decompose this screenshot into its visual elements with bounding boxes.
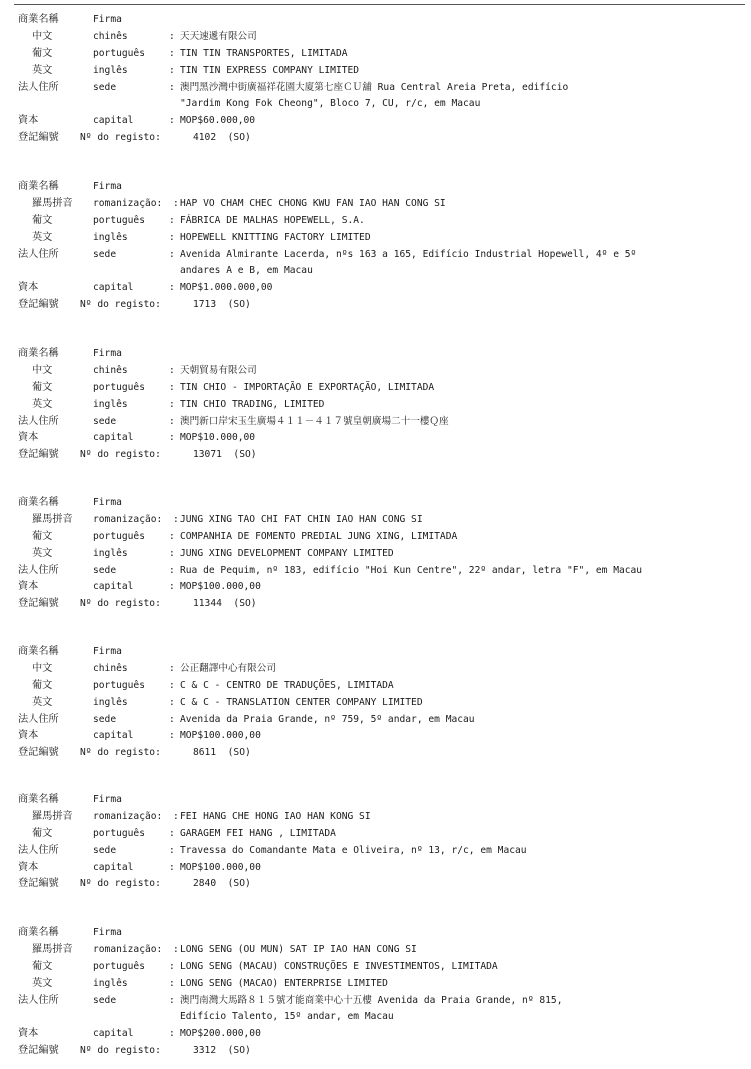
- field-separator: :: [169, 115, 175, 127]
- entry-field-row: [18, 280, 743, 297]
- field-label-pt: Firma: [93, 348, 122, 359]
- entry-field-row: [18, 46, 743, 63]
- field-label-zh: 英文: [32, 547, 53, 559]
- field-separator: :: [169, 960, 175, 972]
- field-label-pt: capital: [93, 282, 134, 294]
- entry-field-row: [18, 1026, 743, 1043]
- entry-field-row: [18, 792, 743, 809]
- field-label-zh: 法人住所: [18, 81, 59, 93]
- entry-field-row: [18, 80, 743, 97]
- field-label-zh: 資本: [18, 1028, 39, 1040]
- field-label-zh: 商業名稱: [18, 497, 59, 508]
- field-value: MOP$1.000.000,00: [180, 282, 273, 294]
- field-label-zh: 羅馬拼音: [32, 197, 73, 209]
- entry-field-row: [18, 113, 743, 130]
- entry-field-row: [18, 447, 743, 464]
- registration-number: 1713 (SO): [193, 299, 251, 311]
- field-label-pt: sede: [93, 713, 117, 725]
- field-value: 公正翻譯中心有限公司: [180, 662, 276, 674]
- field-label-pt: português: [93, 530, 145, 542]
- field-label-pt: romanização:: [93, 513, 163, 525]
- field-label-pt: Nº do registo:: [80, 878, 161, 890]
- field-label-zh: 英文: [32, 231, 53, 243]
- field-label-pt: português: [93, 381, 145, 393]
- field-label-zh: 資本: [18, 432, 39, 444]
- entry-field-row: [18, 414, 743, 431]
- field-label-zh: 登記編號: [18, 132, 59, 144]
- field-separator: :: [169, 231, 175, 243]
- company-entry: [18, 644, 743, 762]
- field-label-zh: 商業名稱: [18, 794, 59, 805]
- field-value: COMPANHIA DE FOMENTO PREDIAL JUNG XING, LIMITADA: [180, 530, 458, 542]
- entry-field-row: [18, 678, 743, 695]
- field-label-pt: Firma: [93, 14, 122, 25]
- entry-field-row: [18, 397, 743, 414]
- field-value: GARAGEM FEI HANG , LIMITADA: [180, 827, 336, 839]
- entry-field-row: [18, 96, 743, 113]
- field-label-zh: 法人住所: [18, 713, 59, 725]
- field-label-pt: português: [93, 47, 145, 59]
- field-separator: :: [169, 364, 175, 376]
- field-label-zh: 葡文: [32, 827, 53, 839]
- field-value: MOP$100.000,00: [180, 730, 261, 742]
- field-separator: :: [169, 248, 175, 260]
- field-label-zh: 商業名稱: [18, 646, 59, 657]
- field-value: Avenida Almirante Lacerda, nºs 163 a 165, Edifício Industrial Hopewell, 4º e 5º: [180, 248, 637, 260]
- entry-field-row: [18, 942, 743, 959]
- field-value: Travessa do Comandante Mata e Oliveira, nº 13, r/c, em Macau: [180, 844, 527, 856]
- field-value: FÁBRICA DE MALHAS HOPEWELL, S.A.: [180, 214, 365, 226]
- field-label-pt: Nº do registo:: [80, 747, 161, 759]
- field-label-pt: Nº do registo:: [80, 1045, 161, 1057]
- entry-field-row: [18, 1043, 743, 1060]
- field-label-pt: inglês: [93, 977, 128, 989]
- field-label-pt: português: [93, 214, 145, 226]
- field-label-zh: 葡文: [32, 960, 53, 972]
- field-label-pt: Firma: [93, 181, 122, 192]
- entry-field-row: [18, 29, 743, 46]
- field-value: 澳門南灣大馬路８１５號才能商業中心十五樓 Avenida da Praia Grande, nº 815,: [180, 994, 563, 1006]
- field-label-pt: chinês: [93, 364, 128, 376]
- entry-field-row: [18, 644, 743, 661]
- field-separator: :: [169, 581, 175, 593]
- field-label-pt: romanização:: [93, 197, 163, 209]
- field-value-continued: andares A e B, em Macau: [180, 265, 313, 277]
- field-value: MOP$100.000,00: [180, 861, 261, 873]
- top-rule: [14, 4, 745, 5]
- entry-field-row: [18, 876, 743, 893]
- field-label-zh: 中文: [32, 364, 53, 376]
- field-label-pt: português: [93, 960, 145, 972]
- field-label-pt: Nº do registo:: [80, 598, 161, 610]
- field-label-pt: Firma: [93, 927, 122, 938]
- entry-field-row: [18, 380, 743, 397]
- field-label-zh: 商業名稱: [18, 348, 59, 359]
- field-value: LONG SENG (MACAO) ENTERPRISE LIMITED: [180, 977, 388, 989]
- field-label-pt: romanização:: [93, 943, 163, 955]
- registration-number: 3312 (SO): [193, 1045, 251, 1057]
- entry-field-row: [18, 959, 743, 976]
- field-separator: :: [169, 696, 175, 708]
- field-label-pt: romanização:: [93, 810, 163, 822]
- field-separator: :: [173, 943, 179, 955]
- field-label-pt: chinês: [93, 30, 128, 42]
- field-separator: :: [169, 730, 175, 742]
- field-label-pt: Firma: [93, 794, 122, 805]
- field-value: HAP VO CHAM CHEC CHONG KWU FAN IAO HAN CONG SI: [180, 197, 446, 209]
- entry-field-row: [18, 495, 743, 512]
- field-value: TIN CHIO TRADING, LIMITED: [180, 398, 325, 410]
- field-separator: :: [169, 547, 175, 559]
- field-separator: :: [169, 827, 175, 839]
- field-value: C & C - CENTRO DE TRADUÇÕES, LIMITADA: [180, 679, 394, 691]
- entry-field-row: [18, 430, 743, 447]
- entry-field-row: [18, 712, 743, 729]
- field-separator: :: [173, 197, 179, 209]
- field-separator: :: [173, 810, 179, 822]
- field-label-pt: capital: [93, 432, 134, 444]
- field-label-zh: 資本: [18, 730, 39, 742]
- entry-field-row: [18, 529, 743, 546]
- field-separator: :: [169, 662, 175, 674]
- field-label-zh: 登記編號: [18, 747, 59, 759]
- field-label-zh: 羅馬拼音: [32, 943, 73, 955]
- entry-field-row: [18, 563, 743, 580]
- field-label-zh: 法人住所: [18, 844, 59, 856]
- field-label-zh: 羅馬拼音: [32, 513, 73, 525]
- entry-field-row: [18, 695, 743, 712]
- field-label-pt: inglês: [93, 398, 128, 410]
- field-value: FEI HANG CHE HONG IAO HAN KONG SI: [180, 810, 371, 822]
- field-label-pt: capital: [93, 115, 134, 127]
- field-label-pt: chinês: [93, 662, 128, 674]
- field-label-zh: 葡文: [32, 381, 53, 393]
- registration-number: 13071 (SO): [193, 449, 257, 461]
- company-entry: [18, 792, 743, 893]
- field-label-zh: 葡文: [32, 679, 53, 691]
- entry-field-row: [18, 596, 743, 613]
- field-label-pt: português: [93, 827, 145, 839]
- field-label-pt: Nº do registo:: [80, 449, 161, 461]
- field-separator: :: [169, 1028, 175, 1040]
- entry-field-row: [18, 130, 743, 147]
- field-separator: :: [169, 679, 175, 691]
- field-label-pt: sede: [93, 564, 117, 576]
- field-label-zh: 英文: [32, 64, 53, 76]
- entry-field-row: [18, 346, 743, 363]
- field-label-pt: sede: [93, 248, 117, 260]
- field-value: 澳門新口岸宋玉生廣場４１１－４１７號皇朝廣場二十一樓Ｑ座: [180, 415, 449, 427]
- field-value: MOP$10.000,00: [180, 432, 256, 444]
- company-entry: [18, 925, 743, 1060]
- field-value: LONG SENG (MACAU) CONSTRUÇÕES E INVESTIMENTOS, LIMITADA: [180, 960, 498, 972]
- entry-field-row: [18, 728, 743, 745]
- field-label-zh: 登記編號: [18, 598, 59, 610]
- field-separator: :: [169, 977, 175, 989]
- entry-field-row: [18, 993, 743, 1010]
- field-value: MOP$100.000,00: [180, 581, 261, 593]
- field-value: Rua de Pequim, nº 183, edifício "Hoi Kun Centre", 22º andar, letra "F", em Macau: [180, 564, 643, 576]
- field-label-pt: inglês: [93, 64, 128, 76]
- entry-field-row: [18, 579, 743, 596]
- field-label-zh: 登記編號: [18, 1045, 59, 1057]
- registration-number: 2840 (SO): [193, 878, 251, 890]
- field-label-pt: sede: [93, 81, 117, 93]
- entry-field-row: [18, 179, 743, 196]
- entry-field-row: [18, 809, 743, 826]
- entry-field-row: [18, 661, 743, 678]
- entry-field-row: [18, 196, 743, 213]
- field-value: TIN TIN EXPRESS COMPANY LIMITED: [180, 64, 360, 76]
- field-value-continued: "Jardim Kong Fok Cheong", Bloco 7, CU, r/c, em Macau: [180, 98, 481, 110]
- field-label-pt: sede: [93, 415, 117, 427]
- field-label-pt: Nº do registo:: [80, 132, 161, 144]
- field-label-zh: 葡文: [32, 47, 53, 59]
- field-separator: :: [169, 432, 175, 444]
- field-value: C & C - TRANSLATION CENTER COMPANY LIMITED: [180, 696, 423, 708]
- field-separator: :: [169, 30, 175, 42]
- field-label-zh: 商業名稱: [18, 181, 59, 192]
- field-separator: :: [169, 415, 175, 427]
- entry-field-row: [18, 63, 743, 80]
- field-value: 天天速遞有限公司: [180, 30, 257, 42]
- company-entry: [18, 12, 743, 147]
- field-separator: :: [169, 214, 175, 226]
- field-label-pt: Nº do registo:: [80, 299, 161, 311]
- field-separator: :: [169, 994, 175, 1006]
- field-label-pt: capital: [93, 581, 134, 593]
- entry-field-row: [18, 213, 743, 230]
- field-separator: :: [169, 398, 175, 410]
- registration-number: 4102 (SO): [193, 132, 251, 144]
- field-value: Avenida da Praia Grande, nº 759, 5º andar, em Macau: [180, 713, 475, 725]
- registration-number: 11344 (SO): [193, 598, 257, 610]
- entry-field-row: [18, 826, 743, 843]
- field-label-zh: 葡文: [32, 530, 53, 542]
- field-value: HOPEWELL KNITTING FACTORY LIMITED: [180, 231, 371, 243]
- field-label-zh: 資本: [18, 115, 39, 127]
- field-label-zh: 登記編號: [18, 299, 59, 311]
- field-label-pt: português: [93, 679, 145, 691]
- field-label-zh: 英文: [32, 696, 53, 708]
- field-value: TIN CHIO - IMPORTAÇÃO E EXPORTAÇÃO, LIMITADA: [180, 381, 435, 393]
- field-value: LONG SENG (OU MUN) SAT IP IAO HAN CONG SI: [180, 943, 417, 955]
- field-label-pt: inglês: [93, 231, 128, 243]
- field-value: 澳門黑沙灣中街廣福祥花園大廈第七座ＣＵ舖 Rua Central Areia Preta, edifício: [180, 81, 569, 93]
- field-separator: :: [169, 64, 175, 76]
- entry-field-row: [18, 12, 743, 29]
- field-separator: :: [169, 861, 175, 873]
- field-separator: :: [169, 81, 175, 93]
- entry-field-row: [18, 1009, 743, 1026]
- company-entry: [18, 179, 743, 314]
- field-separator: :: [169, 564, 175, 576]
- field-label-zh: 英文: [32, 398, 53, 410]
- entry-field-row: [18, 512, 743, 529]
- field-separator: :: [169, 530, 175, 542]
- field-label-pt: capital: [93, 730, 134, 742]
- field-label-zh: 中文: [32, 662, 53, 674]
- field-value: JUNG XING DEVELOPMENT COMPANY LIMITED: [180, 547, 394, 559]
- field-value: 天朝貿易有限公司: [180, 364, 257, 376]
- field-label-zh: 商業名稱: [18, 14, 59, 25]
- field-label-pt: inglês: [93, 547, 128, 559]
- field-label-pt: capital: [93, 861, 134, 873]
- field-label-zh: 資本: [18, 282, 39, 294]
- field-value: JUNG XING TAO CHI FAT CHIN IAO HAN CONG SI: [180, 513, 423, 525]
- field-separator: :: [169, 47, 175, 59]
- field-value: TIN TIN TRANSPORTES, LIMITADA: [180, 47, 348, 59]
- field-label-zh: 中文: [32, 30, 53, 42]
- entry-field-row: [18, 860, 743, 877]
- field-label-zh: 英文: [32, 977, 53, 989]
- field-label-pt: Firma: [93, 497, 122, 508]
- entry-field-row: [18, 247, 743, 264]
- field-label-zh: 羅馬拼音: [32, 810, 73, 822]
- field-value-continued: Edifício Talento, 15º andar, em Macau: [180, 1011, 394, 1023]
- field-separator: :: [169, 282, 175, 294]
- field-label-zh: 登記編號: [18, 449, 59, 461]
- entry-field-row: [18, 546, 743, 563]
- field-label-zh: 資本: [18, 861, 39, 873]
- field-separator: :: [169, 713, 175, 725]
- field-label-pt: sede: [93, 844, 117, 856]
- entry-field-row: [18, 745, 743, 762]
- entry-field-row: [18, 297, 743, 314]
- field-label-zh: 法人住所: [18, 994, 59, 1006]
- entry-field-row: [18, 363, 743, 380]
- registration-number: 8611 (SO): [193, 747, 251, 759]
- field-label-zh: 登記編號: [18, 878, 59, 890]
- field-label-pt: capital: [93, 1028, 134, 1040]
- entry-field-row: [18, 230, 743, 247]
- field-label-zh: 法人住所: [18, 564, 59, 576]
- field-value: MOP$200.000,00: [180, 1028, 261, 1040]
- field-label-pt: Firma: [93, 646, 122, 657]
- field-label-zh: 資本: [18, 581, 39, 593]
- entry-field-row: [18, 263, 743, 280]
- company-entry: [18, 346, 743, 464]
- entry-field-row: [18, 843, 743, 860]
- field-separator: :: [169, 844, 175, 856]
- entry-field-row: [18, 976, 743, 993]
- entry-field-row: [18, 925, 743, 942]
- field-label-zh: 商業名稱: [18, 927, 59, 938]
- field-value: MOP$60.000,00: [180, 115, 256, 127]
- field-separator: :: [173, 513, 179, 525]
- field-separator: :: [169, 381, 175, 393]
- field-label-zh: 法人住所: [18, 415, 59, 427]
- company-entry: [18, 495, 743, 613]
- field-label-zh: 法人住所: [18, 248, 59, 260]
- field-label-pt: inglês: [93, 696, 128, 708]
- field-label-pt: sede: [93, 994, 117, 1006]
- field-label-zh: 葡文: [32, 214, 53, 226]
